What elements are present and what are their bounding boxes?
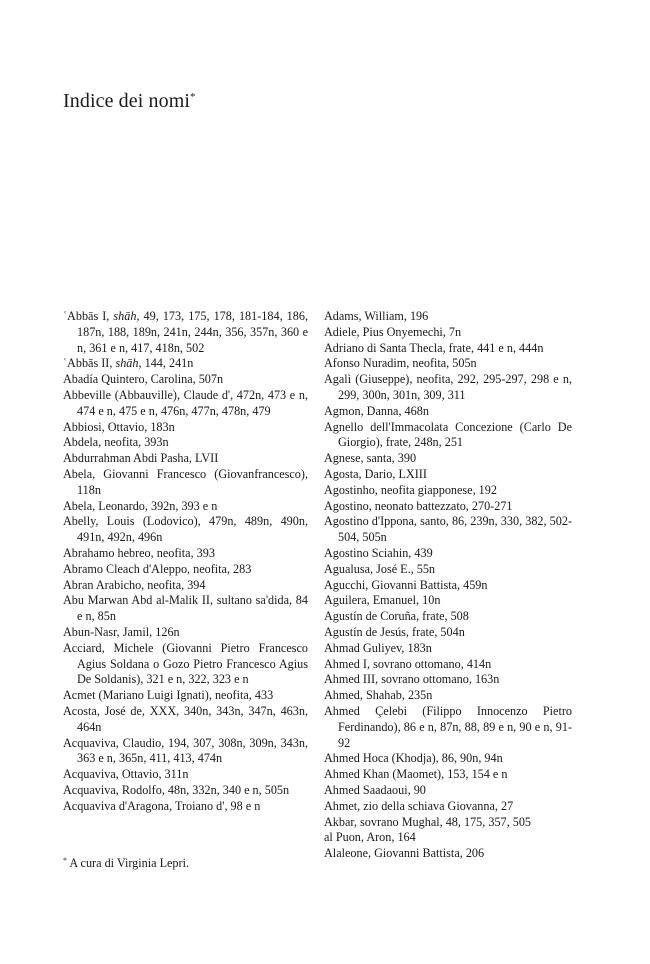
index-entry: Agucchi, Giovanni Battista, 459n: [324, 577, 488, 592]
index-entry: al Puon, Aron, 164: [324, 830, 416, 845]
index-entry: Agalì (Giuseppe), neofita, 292, 295-297, 298 e n, 299, 300n, 301n, 309, 311: [324, 372, 572, 402]
index-entry: Agostino, neonato battezzato, 270-271: [324, 498, 513, 513]
index-entry: Alaleone, Giovanni Battista, 206: [324, 846, 485, 861]
index-entry: Abelly, Louis (Lodovico), 479n, 489n, 490n, 491n, 492n, 496n: [63, 514, 308, 545]
index-entry: Acciard, Michele (Giovanni Pietro Francesco Agius Soldana o Gozo Pietro Francesco Agius De Soldanis), 321 e n, 322, 323 e n: [63, 640, 308, 687]
index-entry: Ahmed Çelebi (Filippo Innocenzo Pietro Ferdinando), 86 e n, 87n, 88, 89 e n, 90 e n, 91-92: [324, 703, 572, 750]
index-entry: Agnello dell'Immacolata Concezione (Carlo De Giorgio), frate, 248n, 251: [324, 419, 572, 450]
index-entry: Adams, William, 196: [324, 309, 429, 323]
index-entry: Acosta, José de, XXX, 340n, 343n, 347n, 463n, 464n: [63, 703, 308, 734]
index-entry: Ahmad Guliyev, 183n: [324, 640, 432, 655]
index-entry: Agostino Sciahin, 439: [324, 545, 433, 560]
index-entry: Agnese, santa, 390: [324, 451, 417, 466]
index-entry: Ahmet, zio della schiava Giovanna, 27: [324, 798, 514, 813]
index-entry: Agosta, Dario, LXIII: [324, 466, 427, 481]
index-entry: Ahmed Khan (Maomet), 153, 154 e n: [324, 767, 508, 782]
index-entry: Agualusa, José E., 55n: [324, 561, 436, 576]
index-entry: Abran Arabicho, neofita, 394: [63, 577, 206, 592]
index-entry: Abun-Nasr, Jamil, 126n: [63, 624, 180, 639]
index-entry: Agostinho, neofita giapponese, 192: [324, 482, 497, 497]
index-entry: Agustín de Jesús, frate, 504n: [324, 624, 465, 639]
index-entry: Abela, Leonardo, 392n, 393 e n: [63, 498, 218, 513]
index-entry: Adriano di Santa Thecla, frate, 441 e n, 444n: [324, 340, 544, 355]
index-entry: Afonso Nuradim, neofita, 505n: [324, 356, 477, 371]
index-entry: Acquaviva, Claudio, 194, 307, 308n, 309n, 343n, 363 e n, 365n, 411, 413, 474n: [63, 735, 308, 766]
index-entry: Abu Marwan Abd al-Malik II, sultano sa'dida, 84 e n, 85n: [63, 593, 308, 624]
index-entry: ʿAbbās I, shāh, 49, 173, 175, 178, 181-184, 186, 187n, 188, 189n, 241n, 244n, 356, 357n, 360 e n, 361 e n, 417, 418n, 502: [63, 309, 308, 355]
index-entry: Ahmed Saadaoui, 90: [324, 782, 426, 797]
index-entry: Ahmed III, sovrano ottomano, 163n: [324, 672, 500, 687]
footnote: [63, 856, 189, 871]
index-column-left: [63, 309, 308, 815]
index-entry: Adiele, Pius Onyemechi, 7n: [324, 324, 462, 339]
index-entry: Agostino d'Ippona, santo, 86, 239n, 330, 382, 502-504, 505n: [324, 514, 572, 545]
index-entry: Acquaviva d'Aragona, Troiano d', 98 e n: [63, 798, 261, 813]
page-title: [63, 90, 196, 113]
index-entry: Abrahamo hebreo, neofita, 393: [63, 545, 215, 560]
index-entry: Abela, Giovanni Francesco (Giovanfrancesco), 118n: [63, 466, 308, 497]
index-entry: Abdela, neofita, 393n: [63, 435, 169, 450]
index-entry: Akbar, sovrano Mughal, 48, 175, 357, 505: [324, 814, 532, 829]
footnote-mark: *: [63, 856, 67, 865]
index-entry: Abbiosi, Ottavio, 183n: [63, 419, 175, 434]
index-entry: Abramo Cleach d'Aleppo, neofita, 283: [63, 561, 252, 576]
index-entry: Abdurrahman Abdi Pasha, LVII: [63, 451, 219, 466]
index-entry: Acmet (Mariano Luigi Ignati), neofita, 433: [63, 688, 274, 703]
index-entry: Acquaviva, Ottavio, 311n: [63, 767, 189, 782]
index-entry: ʿAbbās II, shāh, 144, 241n: [63, 356, 194, 371]
index-column-right: [324, 309, 572, 862]
index-entry: Ahmed Hoca (Khodja), 86, 90n, 94n: [324, 751, 503, 766]
index-entry: Ahmed I, sovrano ottomano, 414n: [324, 656, 492, 671]
index-entry: Agmon, Danna, 468n: [324, 403, 429, 418]
footnote-marker: *: [190, 91, 196, 103]
footnote-text: A cura di Virginia Lepri.: [69, 856, 190, 870]
index-entry: Abadía Quintero, Carolina, 507n: [63, 372, 224, 387]
index-entry: Ahmed, Shahab, 235n: [324, 688, 433, 703]
index-entry: Agustín de Coruña, frate, 508: [324, 609, 469, 624]
index-entry: Aguilera, Emanuel, 10n: [324, 593, 441, 608]
index-entry: Abbeville (Abbauville), Claude d', 472n, 473 e n, 474 e n, 475 e n, 476n, 477n, 478n, 479: [63, 387, 308, 418]
index-entry: Acquaviva, Rodolfo, 48n, 332n, 340 e n, 505n: [63, 782, 290, 797]
title-text: Indice dei nomi: [63, 90, 191, 112]
